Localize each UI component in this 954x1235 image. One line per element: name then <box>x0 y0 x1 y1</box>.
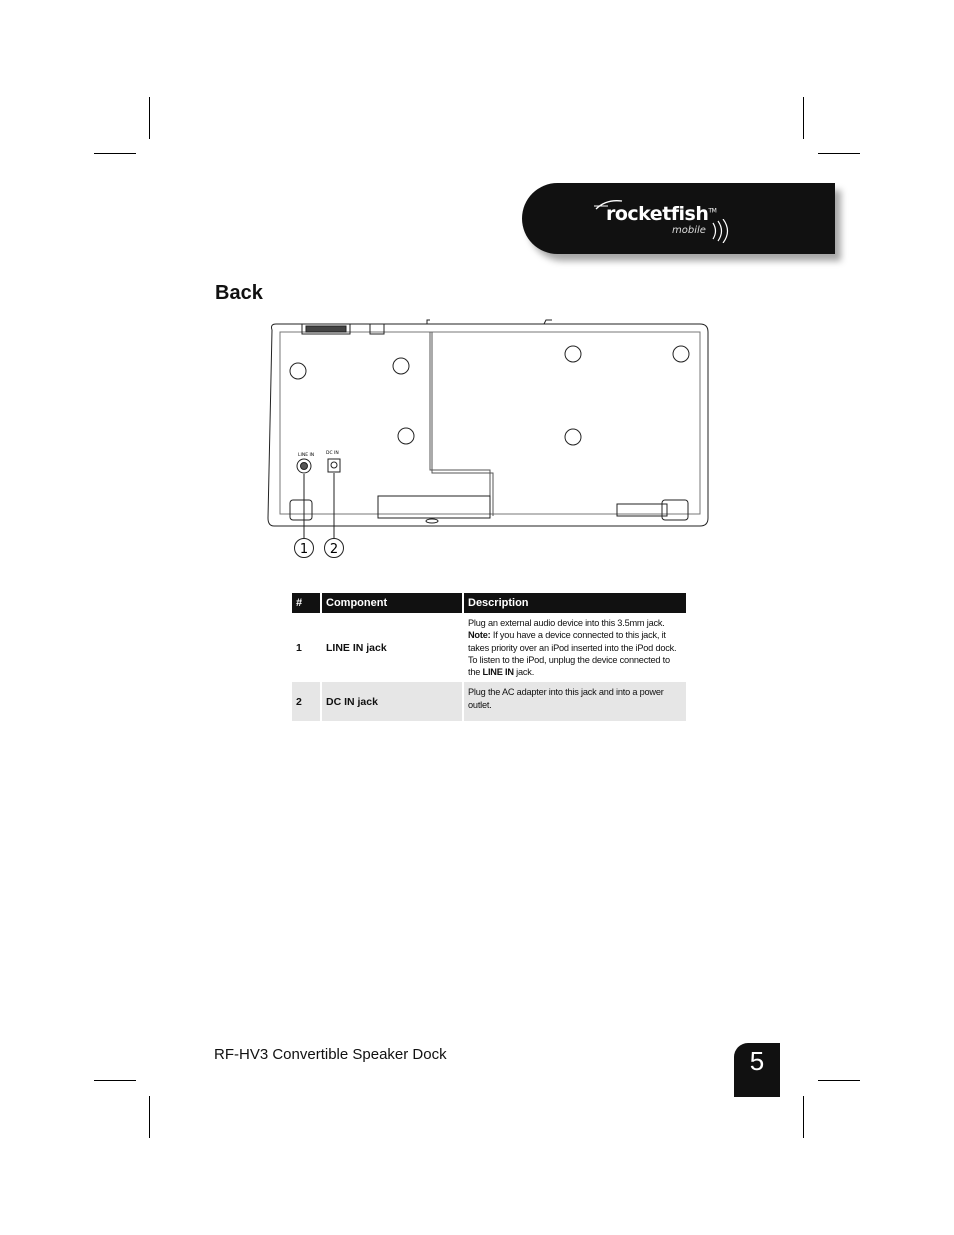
crop-mark <box>818 153 860 154</box>
row-component: LINE IN jack <box>321 613 463 682</box>
brand-logo-sub: mobile <box>672 225 706 236</box>
table-row <box>292 613 686 682</box>
row-description: Plug an external audio device into this 3.5mm jack. Note: If you have a device connected to this jack, it takes priority over an iPod inserted into the iPod dock. To listen to the iPod, unplug the device connected to the LINE IN jack. <box>468 618 677 678</box>
crop-mark <box>149 97 150 139</box>
row-component: DC IN jack <box>321 682 463 721</box>
line-in-port-label: LINE IN <box>298 453 315 458</box>
header-description: Description <box>463 593 686 613</box>
component-table <box>292 593 686 721</box>
row-description: Plug the AC adapter into this jack and into a power outlet. <box>463 682 686 721</box>
dc-in-port-label: DC IN <box>326 451 339 456</box>
crop-mark <box>94 1080 136 1081</box>
table-header-row <box>292 593 686 613</box>
section-title: Back <box>215 282 263 304</box>
brand-logo-tab <box>522 183 835 254</box>
row-num: 2 <box>292 682 321 721</box>
crop-mark <box>803 97 804 139</box>
brand-logo-word: rocketfish™ <box>606 203 717 225</box>
header-num: # <box>292 593 321 613</box>
crop-mark <box>94 153 136 154</box>
row-num: 1 <box>292 613 321 682</box>
signal-waves-icon <box>710 219 730 243</box>
callout-1: 1 <box>299 542 309 557</box>
table-row <box>292 682 686 721</box>
header-component: Component <box>321 593 463 613</box>
device-back-diagram <box>262 318 712 568</box>
note-label: Note: <box>468 630 491 641</box>
crop-mark <box>803 1096 804 1138</box>
footer-product-name: RF-HV3 Convertible Speaker Dock <box>214 1046 447 1063</box>
crop-mark <box>149 1096 150 1138</box>
page-number: 5 <box>734 1043 780 1097</box>
callout-2: 2 <box>329 542 339 557</box>
crop-mark <box>818 1080 860 1081</box>
